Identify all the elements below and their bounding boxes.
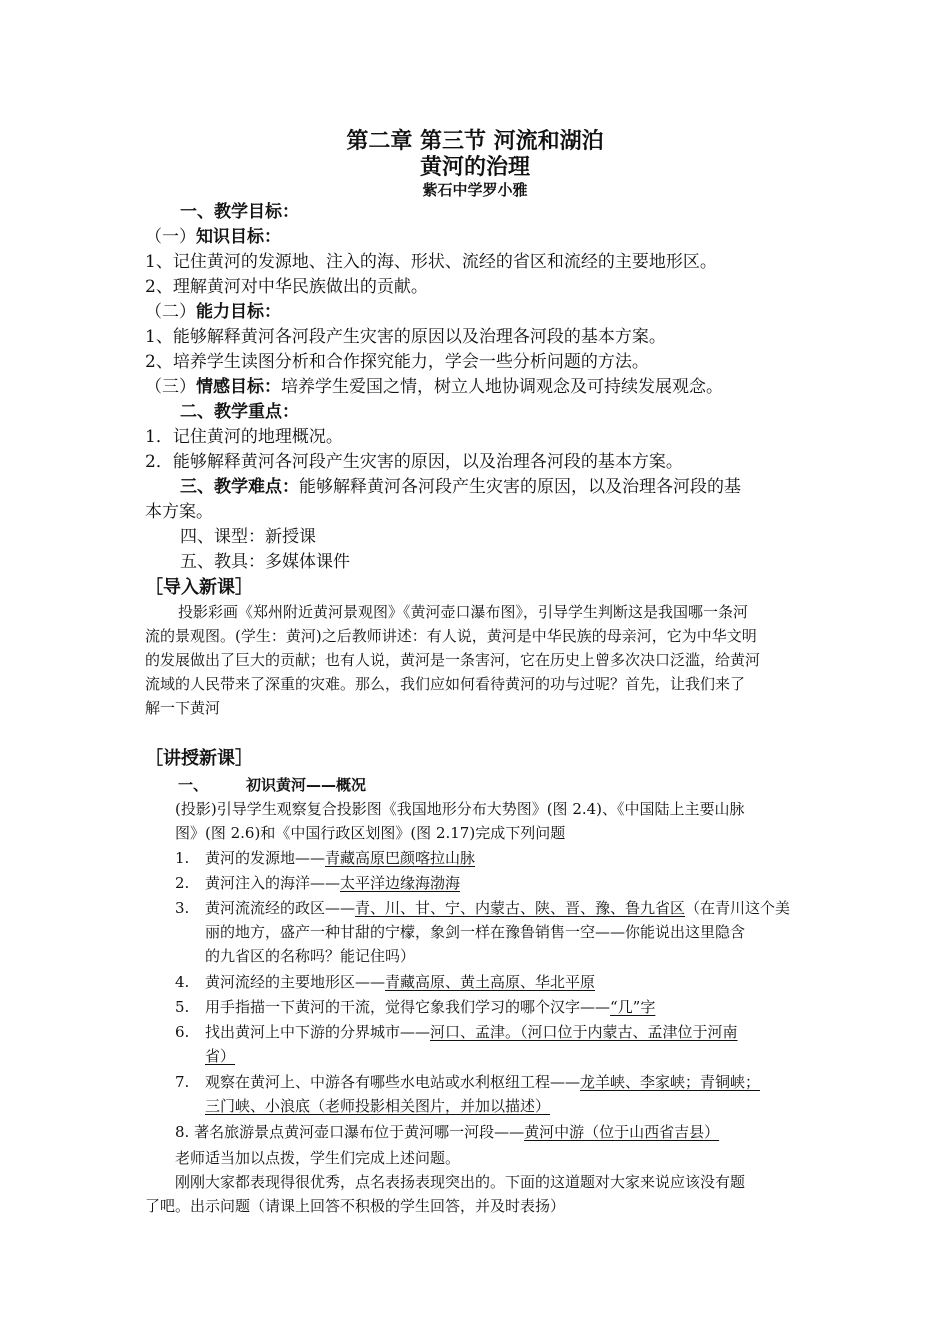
difficulty-text-2: 本方案。: [145, 502, 213, 522]
q6-answer-1: 河口、孟津。（河口位于内蒙古、孟津位于河南: [430, 1023, 738, 1041]
key-points-heading: 二、教学重点：: [180, 402, 299, 422]
q3-text: 黄河流流经的政区——: [205, 899, 356, 917]
q1-number: 1.: [175, 849, 190, 867]
topic-title: 黄河的治理: [419, 155, 530, 180]
teaching-tools: 五、教具：多媒体课件: [180, 552, 350, 572]
q3-answer: 青、川、甘、宁、内蒙古、陕、晋、豫、鲁九省区: [355, 899, 686, 917]
q6-text: 找出黄河上中下游的分界城市——: [205, 1023, 431, 1041]
ability-label: 能力目标：: [196, 302, 281, 322]
lecture-section-title: [178, 773, 843, 797]
chapter-title: 第二章 第三节 河流和湖泊: [346, 129, 604, 154]
emotion-prefix: （三）: [145, 377, 196, 397]
intro-line-1: 投影彩画《郑州附近黄河景观图》《黄河壶口瀑布图》，引导学生判断这是我国哪一条河: [178, 603, 749, 621]
question-4: [175, 970, 840, 994]
intro-line-5: 解一下黄河: [145, 699, 221, 717]
knowledge-prefix: （一）: [145, 227, 196, 247]
after-line-3: 了吧。出示问题（请课上回答不积极的学生回答，并及时表扬）: [145, 1197, 566, 1215]
q8-answer: 黄河中游（位于山西省吉县）: [524, 1123, 720, 1141]
after-line-2: 刚刚大家都表现得很优秀，点名表扬表现突出的。下面的这道题对大家来说应该没有题: [175, 1173, 746, 1191]
objectives-heading: 一、教学目标：: [180, 202, 299, 222]
intro-line-4: 流域的人民带来了深重的灾难。那么，我们应如何看待黄河的功与过呢？首先，让我们来了: [145, 675, 746, 693]
ability-prefix: （二）: [145, 302, 196, 322]
q6-number: 6.: [175, 1023, 190, 1041]
question-3: [175, 896, 840, 920]
q4-answer: 青藏高原、黄土高原、华北平原: [385, 973, 596, 991]
knowledge-goal-heading: [145, 225, 810, 250]
q4-number: 4.: [175, 973, 190, 991]
q5-text: 用手指描一下黄河的干流，觉得它象我们学习的哪个汉字——: [205, 998, 611, 1016]
q7-text: 观察在黄河上、中游各有哪些水电站或水利枢纽工程——: [205, 1073, 581, 1091]
question-2: [175, 871, 840, 895]
lesson-type: 四、课型：新授课: [180, 527, 316, 547]
knowledge-goal-2: 2、理解黄河对中华民族做出的贡献。: [145, 277, 428, 297]
question-6: [175, 1020, 840, 1044]
knowledge-goal-1: 1、记住黄河的发源地、注入的海、形状、流经的省区和流经的主要地形区。: [145, 252, 717, 272]
section-number: 一、: [178, 776, 209, 794]
difficulty-line: [180, 475, 845, 500]
q1-answer: 青藏高原巴颜喀拉山脉: [325, 849, 476, 867]
question-5: [175, 995, 840, 1019]
question-8: [175, 1120, 840, 1144]
q2-number: 2.: [175, 874, 190, 892]
q7-answer-2-text: 三门峡、小浪底（老师投影相关图片，并加以描述）: [205, 1097, 551, 1115]
ability-goal-1: 1、能够解释黄河各河段产生灾害的原因以及治理各河段的基本方案。: [145, 327, 666, 347]
knowledge-label: 知识目标：: [196, 227, 281, 247]
author-line: 紫石中学罗小雅: [422, 181, 528, 199]
emotion-label: 情感目标：: [196, 377, 281, 397]
lecture-heading: ［讲授新课］: [145, 748, 253, 769]
difficulty-label: 教学难点：: [214, 477, 299, 497]
q2-answer: 太平洋边缘海渤海: [340, 874, 461, 892]
q5-answer: “几”字: [610, 998, 656, 1016]
q1-text: 黄河的发源地——: [205, 849, 326, 867]
key-point-1: 1．记住黄河的地理概况。: [145, 427, 343, 447]
after-line-1: 老师适当加以点拨，学生们完成上述问题。: [175, 1149, 461, 1167]
section-title-text: 初识黄河——概况: [246, 776, 367, 794]
key-point-2: 2．能够解释黄河各河段产生灾害的原因，以及治理各河段的基本方案。: [145, 452, 683, 472]
ability-goal-2: 2、培养学生读图分析和合作探究能力，学会一些分析问题的方法。: [145, 352, 649, 372]
emotion-goal: [145, 375, 810, 400]
q5-number: 5.: [175, 998, 190, 1016]
intro-heading: ［导入新课］: [145, 577, 253, 598]
q3-tail-3: 的九省区的名称吗？能记住吗）: [205, 947, 416, 965]
guide-line-2: 图》(图 2.6)和《中国行政区划图》(图 2.17)完成下列问题: [175, 824, 566, 842]
guide-line-1: (投影)引导学生观察复合投影图《我国地形分布大势图》(图 2.4)、《中国陆上主要山脉: [175, 800, 745, 818]
intro-line-3: 的发展做出了巨大的贡献；也有人说，黄河是一条害河，它在历史上曾多次决口泛滥，给黄河: [145, 651, 761, 669]
question-1: [175, 846, 840, 870]
q3-tail-1: （在青川这个美: [685, 899, 791, 917]
q7-answer-2: [205, 1094, 870, 1118]
q7-answer-1: 龙羊峡、李家峡；青铜峡；: [580, 1073, 761, 1091]
q3-tail-2: 丽的地方，盛产一种甘甜的宁檬，象剑一样在豫鲁销售一空——你能说出这里隐含: [205, 923, 746, 941]
difficulty-prefix: 三、: [180, 477, 214, 497]
q4-text: 黄河流经的主要地形区——: [205, 973, 386, 991]
question-7: [175, 1070, 840, 1094]
ability-goal-heading: [145, 300, 810, 325]
q2-text: 黄河注入的海洋——: [205, 874, 341, 892]
q7-number: 7.: [175, 1073, 190, 1091]
difficulty-text-1: 能够解释黄河各河段产生灾害的原因，以及治理各河段的基: [299, 477, 741, 497]
q6-answer-2-text: 省）: [205, 1047, 236, 1065]
q8-text: 8. 著名旅游景点黄河壶口瀑布位于黄河哪一河段——: [175, 1123, 525, 1141]
q6-answer-2: [205, 1044, 870, 1068]
q3-number: 3.: [175, 899, 190, 917]
intro-line-2: 流的景观图。(学生：黄河)之后教师讲述：有人说，黄河是中华民族的母亲河，它为中华文明: [145, 627, 757, 645]
emotion-text: 培养学生爱国之情，树立人地协调观念及可持续发展观念。: [281, 377, 723, 397]
